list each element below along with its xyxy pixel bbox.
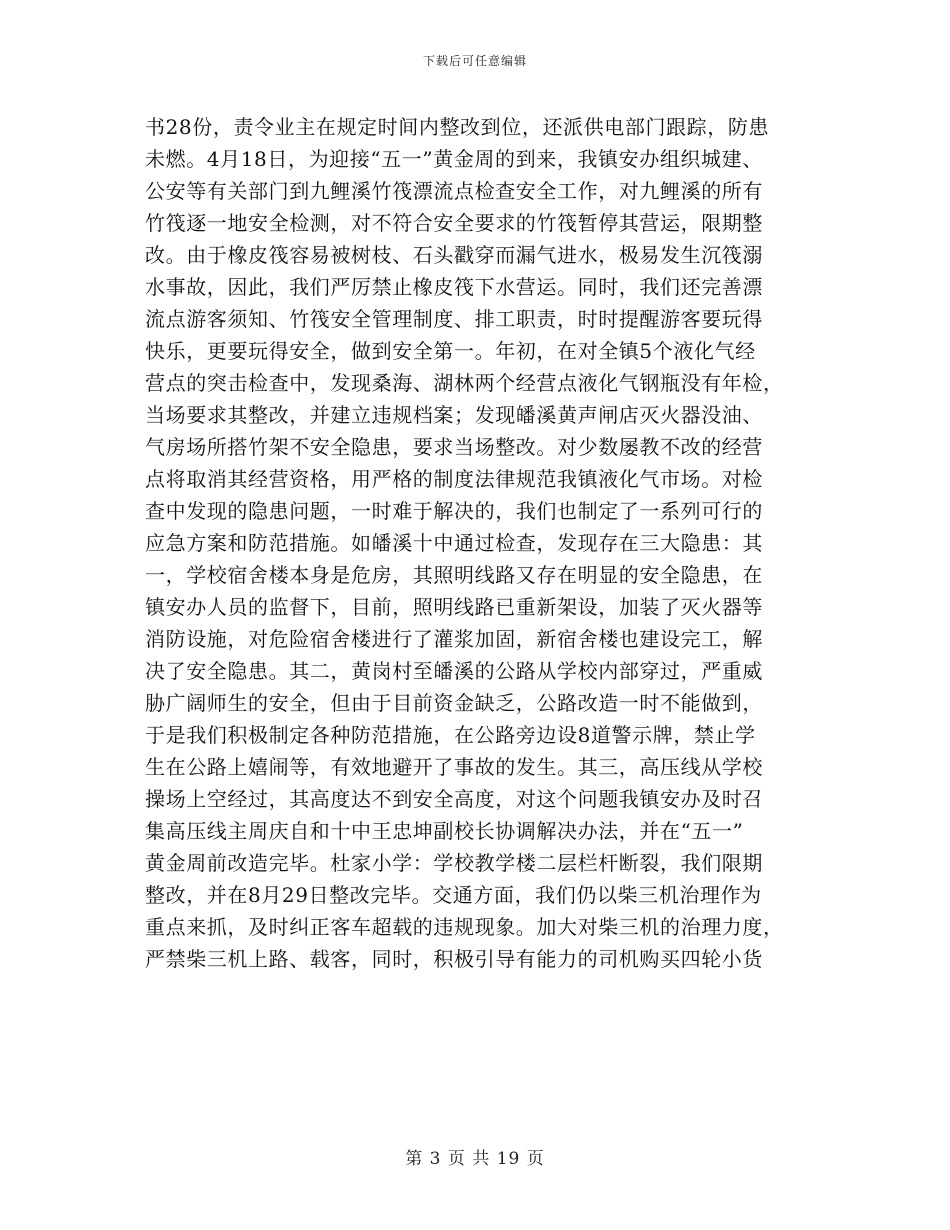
page-header-note: 下载后可任意编辑 xyxy=(422,54,527,68)
body-line: 书28份，责令业主在规定时间内整改到位，还派供电部门跟踪，防患 xyxy=(145,115,770,139)
body-line: 生在公路上嬉闹等，有效地避开了事故的发生。其三，高压线从学校 xyxy=(145,755,763,779)
document-body xyxy=(145,111,825,975)
body-line: 未燃。4月18日，为迎接“五一”黄金周的到来，我镇安办组织城建、 xyxy=(145,147,763,171)
body-line: 严禁柴三机上路、载客，同时，积极引导有能力的司机购买四轮小货 xyxy=(145,947,763,971)
body-line: 重点来抓，及时纠正客车超载的违规现象。加大对柴三机的治理力度， xyxy=(145,915,784,939)
body-line: 公安等有关部门到九鲤溪竹筏漂流点检查安全工作，对九鲤溪的所有 xyxy=(145,179,763,203)
body-line: 黄金周前改造完毕。杜家小学：学校教学楼二层栏杆断裂，我们限期 xyxy=(145,851,763,875)
body-line: 查中发现的隐患问题，一时难于解决的，我们也制定了一系列可行的 xyxy=(145,499,763,523)
body-line: 水事故，因此，我们严厉禁止橡皮筏下水营运。同时，我们还完善漂 xyxy=(145,275,763,299)
body-line: 当场要求其整改，并建立违规档案；发现皤溪黄声闸店灭火器没油、 xyxy=(145,403,763,427)
body-line: 营点的突击检查中，发现桑海、湖林两个经营点液化气钢瓶没有年检， xyxy=(145,371,784,395)
body-line: 消防设施，对危险宿舍楼进行了灌浆加固，新宿舍楼也建设完工，解 xyxy=(145,627,763,651)
body-line: 改。由于橡皮筏容易被树枝、石头戳穿而漏气进水，极易发生沉筏溺 xyxy=(145,243,763,267)
body-line: 集高压线主周庆自和十中王忠坤副校长协调解决办法，并在“五一” xyxy=(145,819,744,843)
body-line: 应急方案和防范措施。如皤溪十中通过检查，发现存在三大隐患：其 xyxy=(145,531,763,555)
body-line: 操场上空经过，其高度达不到安全高度，对这个问题我镇安办及时召 xyxy=(145,787,763,811)
page-number-footer: 第 3 页 共 19 页 xyxy=(405,1149,545,1169)
body-line: 流点游客须知、竹筏安全管理制度、排工职责，时时提醒游客要玩得 xyxy=(145,307,763,331)
body-line: 胁广阔师生的安全，但由于目前资金缺乏，公路改造一时不能做到， xyxy=(145,691,763,715)
body-line: 竹筏逐一地安全检测，对不符合安全要求的竹筏暂停其营运，限期整 xyxy=(145,211,763,235)
body-line: 快乐，更要玩得安全，做到安全第一。年初，在对全镇5个液化气经 xyxy=(145,339,756,363)
body-line: 于是我们积极制定各种防范措施，在公路旁边设8道警示牌，禁止学 xyxy=(145,723,756,747)
body-line: 气房场所搭竹架不安全隐患，要求当场整改。对少数屡教不改的经营 xyxy=(145,435,763,459)
body-line: 一，学校宿舍楼本身是危房，其照明线路又存在明显的安全隐患，在 xyxy=(145,563,763,587)
body-line: 决了安全隐患。其二，黄岗村至皤溪的公路从学校内部穿过，严重威 xyxy=(145,659,763,683)
body-line: 镇安办人员的监督下，目前，照明线路已重新架设，加装了灭火器等 xyxy=(145,595,763,619)
body-line: 点将取消其经营资格，用严格的制度法律规范我镇液化气市场。对检 xyxy=(145,467,763,491)
body-line: 整改，并在8月29日整改完毕。交通方面，我们仍以柴三机治理作为 xyxy=(145,883,762,907)
